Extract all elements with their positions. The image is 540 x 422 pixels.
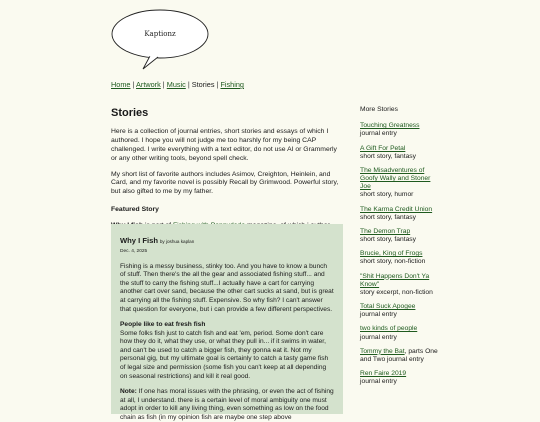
note-text: If one has moral issues with the phrasing, or even the act of fishing at all, I understand. there is a certain level of moral ambiguity one must adopt in order to kill any living thing, even something as low on the food chain as fish (in my opinion fish are maybe one step above bbox=[120, 388, 334, 421]
sidebar-item bbox=[360, 206, 440, 222]
sidebar-item bbox=[360, 348, 440, 364]
story-genre: journal entry bbox=[360, 333, 397, 341]
story-genre: short story, non-fiction bbox=[360, 258, 426, 266]
featured-story-card bbox=[111, 224, 343, 421]
site-logo[interactable] bbox=[110, 8, 210, 68]
story-link[interactable]: The Demon Trap bbox=[360, 227, 411, 235]
story-date: Dec. 4, 2025 bbox=[120, 248, 148, 254]
note-label: Note: bbox=[120, 388, 137, 396]
nav-separator: | bbox=[132, 80, 135, 89]
sidebar-item bbox=[360, 325, 440, 341]
story-genre-prefix: , parts bbox=[404, 347, 424, 355]
nav-stories-current: Stories bbox=[191, 80, 215, 89]
story-subheading: People like to eat fresh fish bbox=[120, 321, 206, 329]
main-nav bbox=[111, 80, 244, 89]
featured-heading: Featured Story bbox=[111, 206, 159, 214]
story-genre: short story, fantasy bbox=[360, 236, 416, 244]
story-genre: journal entry bbox=[360, 378, 397, 386]
sidebar-item bbox=[360, 370, 440, 386]
sidebar-item bbox=[360, 167, 440, 200]
sidebar-item bbox=[360, 273, 440, 298]
story-genre: short story, fantasy bbox=[360, 152, 416, 160]
story-link[interactable]: Ren Faire 2019 bbox=[360, 370, 407, 378]
sidebar-heading: More Stories bbox=[360, 106, 398, 113]
story-byline: by joshua kaplan bbox=[159, 239, 195, 244]
story-title: Why I Fish bbox=[120, 236, 158, 245]
story-link[interactable]: Brucie, King of Frogs bbox=[360, 250, 423, 258]
story-link[interactable]: A Gift For Petal bbox=[360, 144, 406, 152]
page-title: Stories bbox=[111, 107, 149, 119]
sidebar-item bbox=[360, 228, 440, 244]
main-content bbox=[111, 106, 343, 241]
story-link[interactable]: Tommy the Bat bbox=[360, 347, 405, 355]
sidebar-item bbox=[360, 303, 440, 319]
story-link[interactable]: Total Suck Apogee bbox=[360, 303, 416, 311]
logo-text: Kaptionz bbox=[144, 30, 176, 38]
story-genre: story excerpt, non-fiction bbox=[360, 288, 433, 296]
sidebar-item bbox=[360, 250, 440, 266]
story-header bbox=[120, 236, 334, 247]
story-link[interactable]: two kinds of people bbox=[360, 325, 418, 333]
story-link[interactable]: The Karma Credit Union bbox=[360, 205, 433, 213]
nav-separator: | bbox=[216, 80, 219, 89]
nav-separator: | bbox=[162, 80, 165, 89]
story-link[interactable]: Touching Greatness bbox=[360, 122, 420, 130]
sidebar-item bbox=[360, 122, 440, 138]
nav-fishing[interactable]: Fishing bbox=[220, 80, 244, 89]
story-genre: journal entry bbox=[360, 311, 397, 319]
sidebar bbox=[360, 106, 440, 392]
story-paragraph: Fishing is a messy business, stinky too. And you have to know a bunch of stuff. Then there's the all the gear and associated fishing stuff... and the stuff to carry the fishing stuff...I actually have a cart for carrying another cart over sand, because the other cart sucks at sand, but is great at carrying all the fishing stuff. Expensive. So why fish? I can't answer that question for everyone, but i can provide a few different perspectives. bbox=[120, 262, 334, 313]
nav-separator: | bbox=[187, 80, 190, 89]
story-genre: journal entry bbox=[360, 130, 397, 138]
nav-music[interactable]: Music bbox=[166, 80, 186, 89]
sidebar-item bbox=[360, 145, 440, 161]
story-paragraph: Some folks fish just to catch fish and eat 'em, period. Some don't care how they do it, what they use, or what they pull in... if it swims in water, and can't be used to catch a bigger fish, they gonna eat it. Not my personal gig, but my ultimate goal is certainly to catch a tasty game fish of legal size and permission (some fish you can't keep at all depending on seasonal restrictions) and kill it real good. bbox=[120, 329, 329, 380]
intro-paragraph: Here is a collection of journal entries, short stories and essays of which I authored. I hope you will not judge me too harshly for my being CAP challenged. I write everything with a text editor, do not use AI or Grammerly or any other writing tools, beyond spell check. bbox=[111, 128, 337, 162]
story-note bbox=[120, 388, 334, 422]
story-link[interactable]: The Misadventures of Goofy Wally and Stoner Joe bbox=[360, 166, 431, 191]
nav-artwork[interactable]: Artwork bbox=[136, 80, 161, 89]
authors-paragraph: My short list of favorite authors includes Asimov, Creighton, Heinlein, and Card, and my favorite novel is possibly Recall by Grimwood. Powerful story, but also gifted to me by my father. bbox=[111, 170, 339, 196]
story-genre: short story, humor bbox=[360, 191, 414, 199]
story-genre: One and Two journal entry bbox=[360, 347, 438, 363]
story-genre: short story, fantasy bbox=[360, 213, 416, 221]
speech-bubble-icon bbox=[110, 8, 210, 70]
story-link[interactable]: "Shit Happens Don't Ya Know" bbox=[360, 272, 430, 288]
nav-home[interactable]: Home bbox=[111, 80, 131, 89]
